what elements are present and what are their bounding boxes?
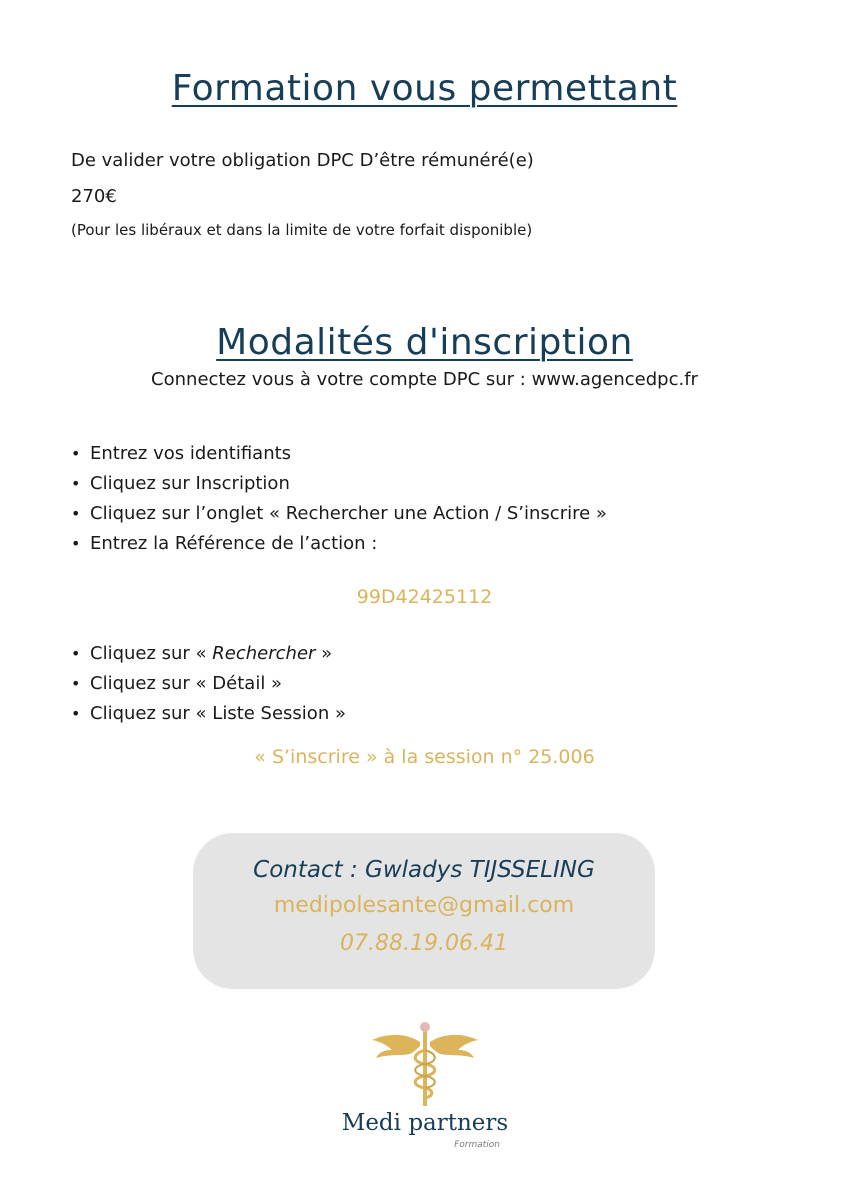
- list-item: [71, 639, 346, 669]
- price: 270€: [71, 186, 117, 207]
- brand-subtitle: Formation: [454, 1140, 500, 1150]
- list-item: • Cliquez sur « Liste Session »: [71, 699, 346, 729]
- contact-phone[interactable]: 07.88.19.06.41: [340, 931, 508, 956]
- list-item: • Cliquez sur Inscription: [71, 469, 607, 499]
- session-instruction: « S’inscrire » à la session n° 25.006: [254, 746, 595, 768]
- list-item: • Entrez la Référence de l’action :: [71, 529, 607, 559]
- section-title-inscription: Modalités d'inscription: [216, 322, 633, 363]
- action-reference: 99D42425112: [356, 586, 493, 608]
- list-item: • Entrez vos identifiants: [71, 439, 607, 469]
- list-item: • Cliquez sur l’onglet « Rechercher une Action / S’inscrire »: [71, 499, 607, 529]
- connect-instruction: Connectez vous à votre compte DPC sur : www.agencedpc.fr: [151, 369, 698, 390]
- page-title: Formation vous permettant: [171, 68, 678, 109]
- steps-list-2: [71, 639, 346, 729]
- list-item: • Cliquez sur « Détail »: [71, 669, 346, 699]
- contact-email[interactable]: medipolesante@gmail.com: [273, 893, 575, 918]
- benefit-line: De valider votre obligation DPC D’être rémunéré(e): [71, 150, 534, 171]
- step-text: Cliquez sur «: [90, 643, 213, 664]
- step-text-end: »: [315, 643, 333, 664]
- contact-box: [193, 833, 655, 989]
- caduceus-icon: [368, 1020, 482, 1108]
- logo: [340, 1020, 510, 1160]
- contact-name: Contact : Gwladys TIJSSELING: [253, 857, 595, 883]
- brand-name: Medi partners: [341, 1110, 509, 1136]
- price-note: (Pour les libéraux et dans la limite de votre forfait disponible): [71, 221, 533, 239]
- steps-list: [71, 439, 607, 559]
- step-emphasis: Rechercher: [212, 643, 316, 664]
